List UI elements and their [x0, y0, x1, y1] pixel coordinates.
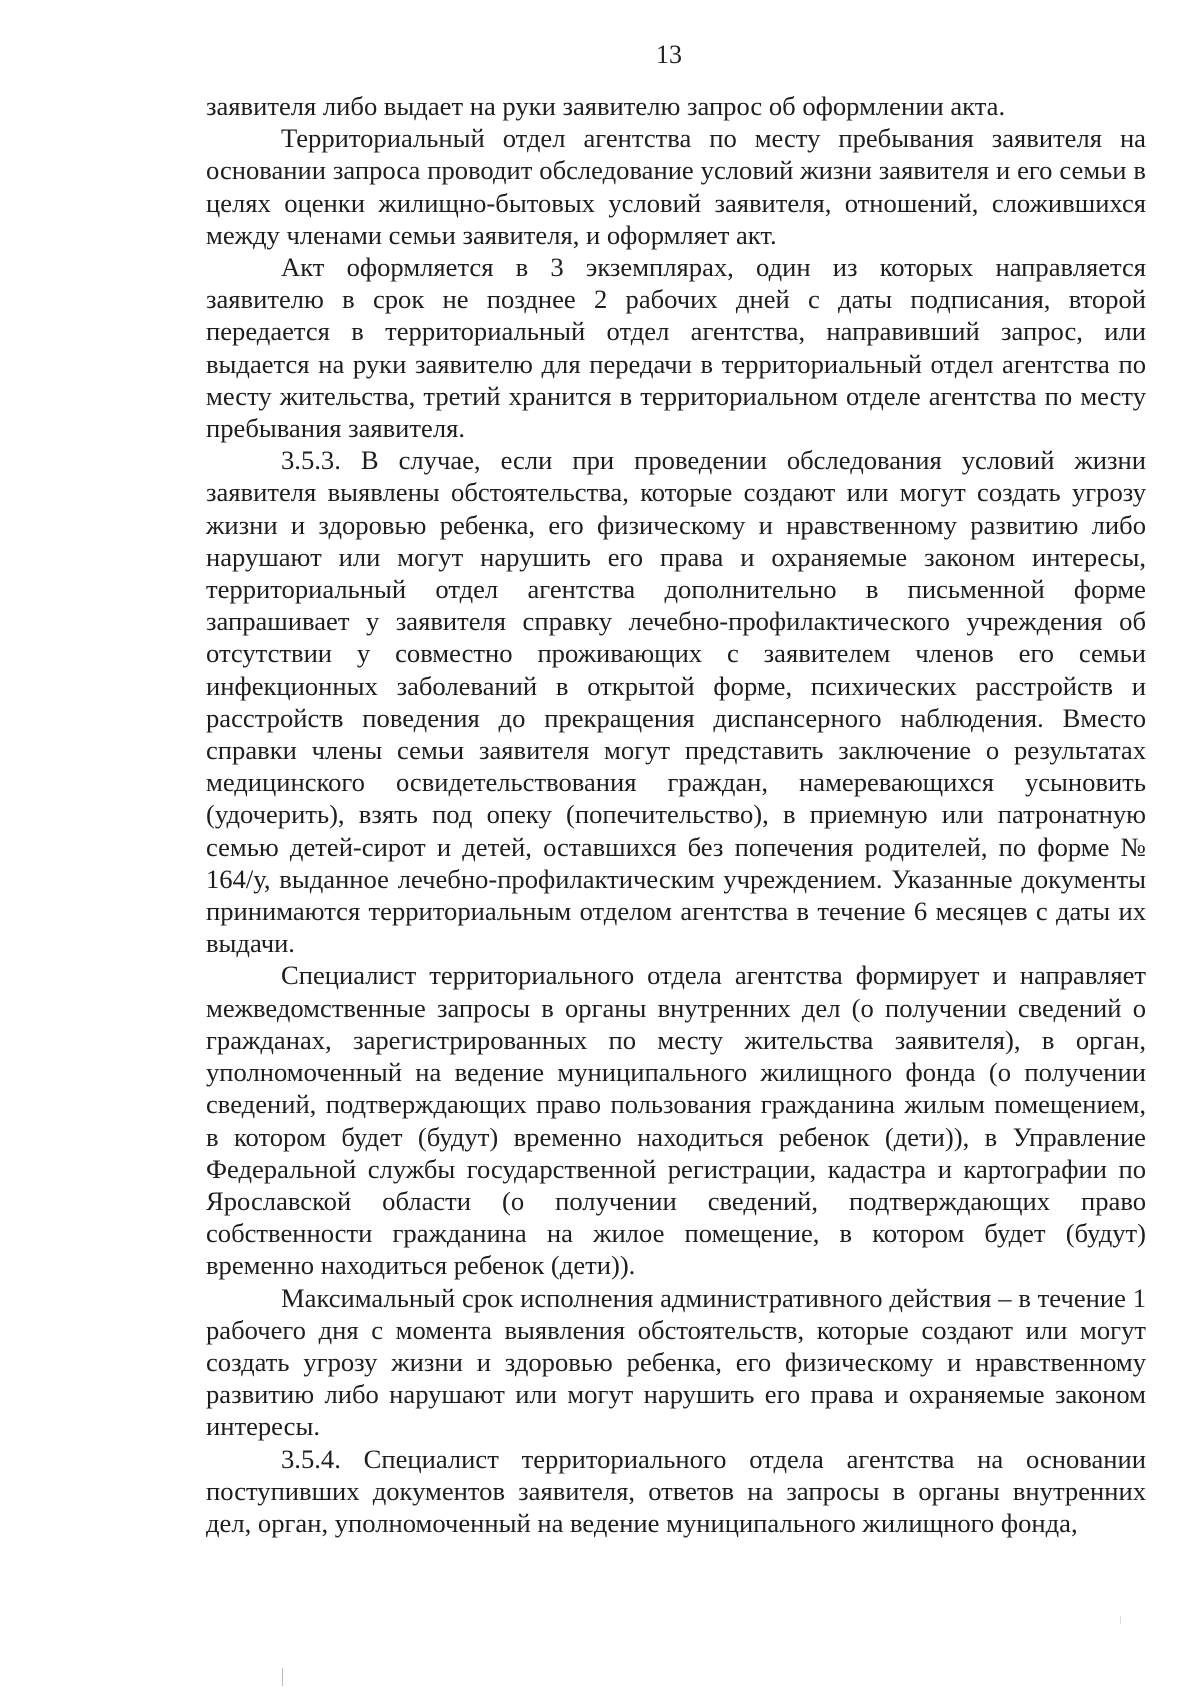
- scan-artifact-line: [282, 1668, 283, 1686]
- paragraph-3-5-3: 3.5.3. В случае, если при проведении обследования условий жизни заявителя выявлены обстоятельства, которые создают или могут создать угрозу жизни и здоровью ребенка, его физическому и нравственному развитию либо нарушают или могут нарушить его права и охраняемые законом интересы, территориальный отдел агентства дополнительно в письменной форме запрашивает у заявителя справку лечебно-профилактического учреждения об отсутствии у совместно проживающих с заявителем членов его семьи инфекционных заболеваний в открытой форме, психических расстройств и расстройств поведения до прекращения диспансерного наблюдения. Вместо справки члены семьи заявителя могут представить заключение о результатах медицинского освидетельствования граждан, намеревающихся усыновить (удочерить), взять под опеку (попечительство), в приемную или патронатную семью детей-сирот и детей, оставшихся без попечения родителей, по форме № 164/у, выданное лечебно-профилактическим учреждением. Указанные документы принимаются территориальным отделом агентства в течение 6 месяцев с даты их выдачи.: [206, 445, 1146, 959]
- paragraph-continuation: заявителя либо выдает на руки заявителю запрос об оформлении акта.: [206, 91, 1006, 121]
- paragraph-inspection: Территориальный отдел агентства по месту пребывания заявителя на основании запроса проводит обследование условий жизни заявителя и его семьи в целях оценки жилищно-бытовых условий заявителя, отношений, сложившихся между членами семьи заявителя, и оформляет акт.: [206, 123, 1146, 250]
- paragraph-3-5-4: 3.5.4. Специалист территориального отдела агентства на основании поступивших документов заявителя, ответов на запросы в органы внутренних дел, орган, уполномоченный на ведение муниципального жилищного фонда,: [206, 1443, 1146, 1538]
- document-body: [206, 90, 1146, 1539]
- scan-artifact-dot: [1120, 1616, 1121, 1624]
- paragraph-max-term: Максимальный срок исполнения административного действия – в течение 1 рабочего дня с момента выявления обстоятельств, которые создают или могут создать угрозу жизни и здоровью ребенка, его физическому и нравственному развитию либо нарушают или могут нарушить его права и охраняемые законом интересы.: [206, 1282, 1146, 1442]
- paragraph-interagency-requests: Специалист территориального отдела агентства формирует и направляет межведомственные запросы в органы внутренних дел (о получении сведений о гражданах, зарегистрированных по месту жительства заявителя), в орган, уполномоченный на ведение муниципального жилищного фонда (о получении сведений, подтверждающих право пользования гражданина жилым помещением, в котором будет (будут) временно находиться ребенок (дети)), в Управление Федеральной службы государственной регистрации, кадастра и картографии по Ярославской области (о получении сведений, подтверждающих право собственности гражданина на жилое помещение, в котором будет (будут) временно находиться ребенок (дети)).: [206, 960, 1146, 1281]
- page-number: 13: [656, 40, 682, 69]
- paragraph-act-copies: Акт оформляется в 3 экземплярах, один из которых направляется заявителю в срок не позднее 2 рабочих дней с даты подписания, второй передается в территориальный отдел агентства, направивший запрос, или выдается на руки заявителю для передачи в территориальный отдел агентства по месту жительства, третий хранится в территориальном отделе агентства по месту пребывания заявителя.: [206, 252, 1146, 444]
